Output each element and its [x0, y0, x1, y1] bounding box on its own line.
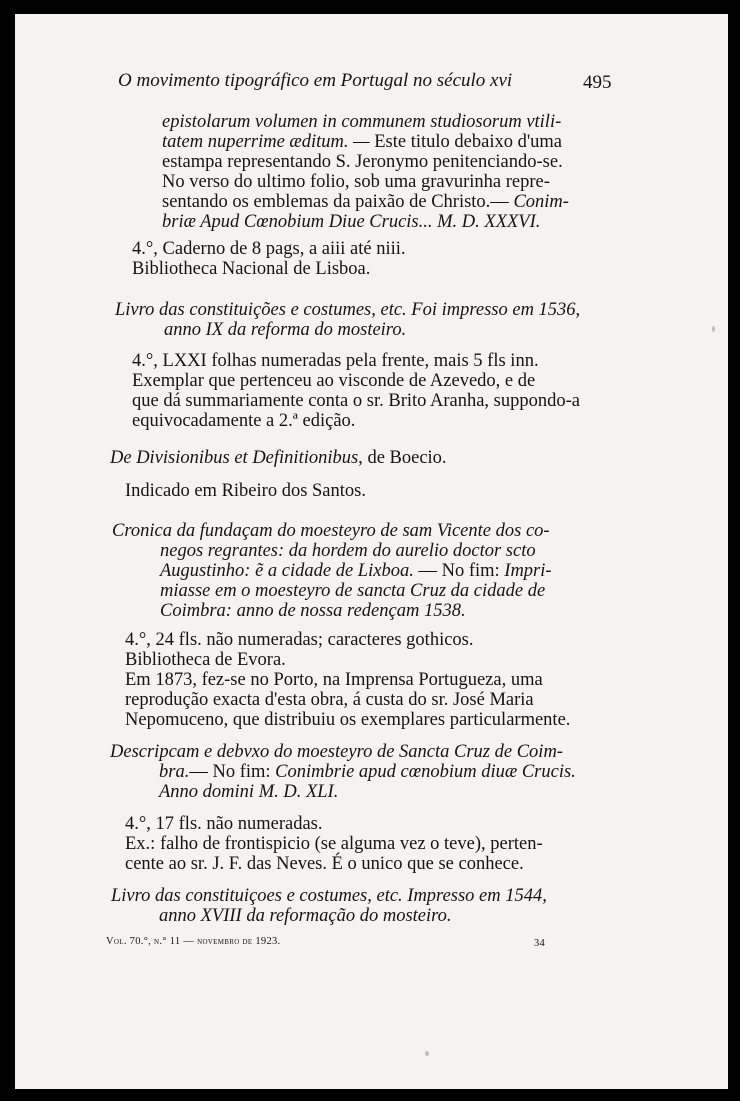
- entry-title: Livro das constituições e costumes, etc. Foi impresso em 1536,: [115, 300, 581, 320]
- document-page: [15, 14, 728, 1089]
- entry-title: De Divisionibus et Definitionibus, de Boecio.: [110, 448, 447, 468]
- entry-title: miasse em o moesteyro de sancta Cruz da cidade de: [160, 581, 546, 601]
- entry-title: bra.— No fim: Conimbrie apud cœnobium diuæ Crucis.: [159, 762, 576, 782]
- entry-line: estampa representando S. Jeronymo penitenciando-se.: [162, 152, 563, 172]
- entry-note: equivocadamente a 2.ª edição.: [132, 411, 356, 431]
- entry-note: 4.°, 24 fls. não numeradas; caracteres gothicos.: [125, 630, 474, 650]
- entry-title: anno XVIII da reformação do mosteiro.: [159, 906, 452, 926]
- running-title: O movimento tipográfico em Portugal no século xvi: [118, 70, 513, 91]
- page-number: 495: [583, 72, 612, 93]
- entry-note: Indicado em Ribeiro dos Santos.: [125, 481, 366, 501]
- entry-line: No verso do ultimo folio, sob uma gravurinha repre-: [162, 172, 550, 192]
- entry-note: 4.°, Caderno de 8 pags, a aiii até niii.: [132, 239, 406, 259]
- entry-title: Descripcam e debvxo do moesteyro de Sancta Cruz de Coim-: [110, 742, 563, 762]
- entry-note: que dá summariamente conta o sr. Brito Aranha, suppondo-a: [132, 391, 581, 411]
- entry-note: Exemplar que pertenceu ao visconde de Azevedo, e de: [132, 371, 536, 391]
- entry-note: 4.°, LXXI folhas numeradas pela frente, mais 5 fls inn.: [132, 351, 539, 371]
- entry-title: Coimbra: anno de nossa redençam 1538.: [160, 601, 466, 621]
- paper-speck: [425, 1051, 429, 1056]
- signature-mark: 34: [534, 938, 546, 949]
- entry-note: 4.°, 17 fls. não numeradas.: [125, 814, 323, 834]
- entry-title: Livro das constituiçoes e costumes, etc. Impresso em 1544,: [111, 886, 547, 906]
- paper-speck: [712, 326, 715, 332]
- entry-title: Augustinho: ẽ a cidade de Lixboa. — No fim: Impri-: [160, 561, 552, 581]
- entry-title: Cronica da fundaçam do moesteyro de sam Vicente dos co-: [112, 521, 550, 541]
- entry-note: Bibliotheca de Evora.: [125, 650, 286, 670]
- issue-line: Vol. 70.°, n.° 11 — novembro de 1923.: [106, 936, 281, 947]
- entry-line: sentando os emblemas da paixão de Christo.— Conim-: [162, 192, 569, 212]
- entry-title: negos regrantes: da hordem do aurelio doctor scto: [160, 541, 536, 561]
- entry-note: Bibliotheca Nacional de Lisboa.: [132, 259, 371, 279]
- entry-line: briæ Apud Cœnobium Diue Crucis... M. D. XXXVI.: [162, 212, 541, 232]
- entry-title: Anno domini M. D. XLI.: [159, 782, 339, 802]
- entry-note: Em 1873, fez-se no Porto, na Imprensa Portugueza, uma: [125, 670, 543, 690]
- entry-line: epistolarum volumen in communem studiosorum vtili-: [162, 112, 562, 132]
- entry-note: Nepomuceno, que distribuiu os exemplares particularmente.: [125, 710, 571, 730]
- entry-title: anno IX da reforma do mosteiro.: [164, 320, 407, 340]
- entry-note: Ex.: falho de frontispicio (se alguma vez o teve), perten-: [125, 834, 543, 854]
- entry-note: reprodução exacta d'esta obra, á custa do sr. José Maria: [125, 690, 534, 710]
- entry-note: cente ao sr. J. F. das Neves. É o unico que se conhece.: [125, 854, 524, 874]
- entry-line: tatem nuperrime æditum. — Este titulo debaixo d'uma: [162, 132, 563, 152]
